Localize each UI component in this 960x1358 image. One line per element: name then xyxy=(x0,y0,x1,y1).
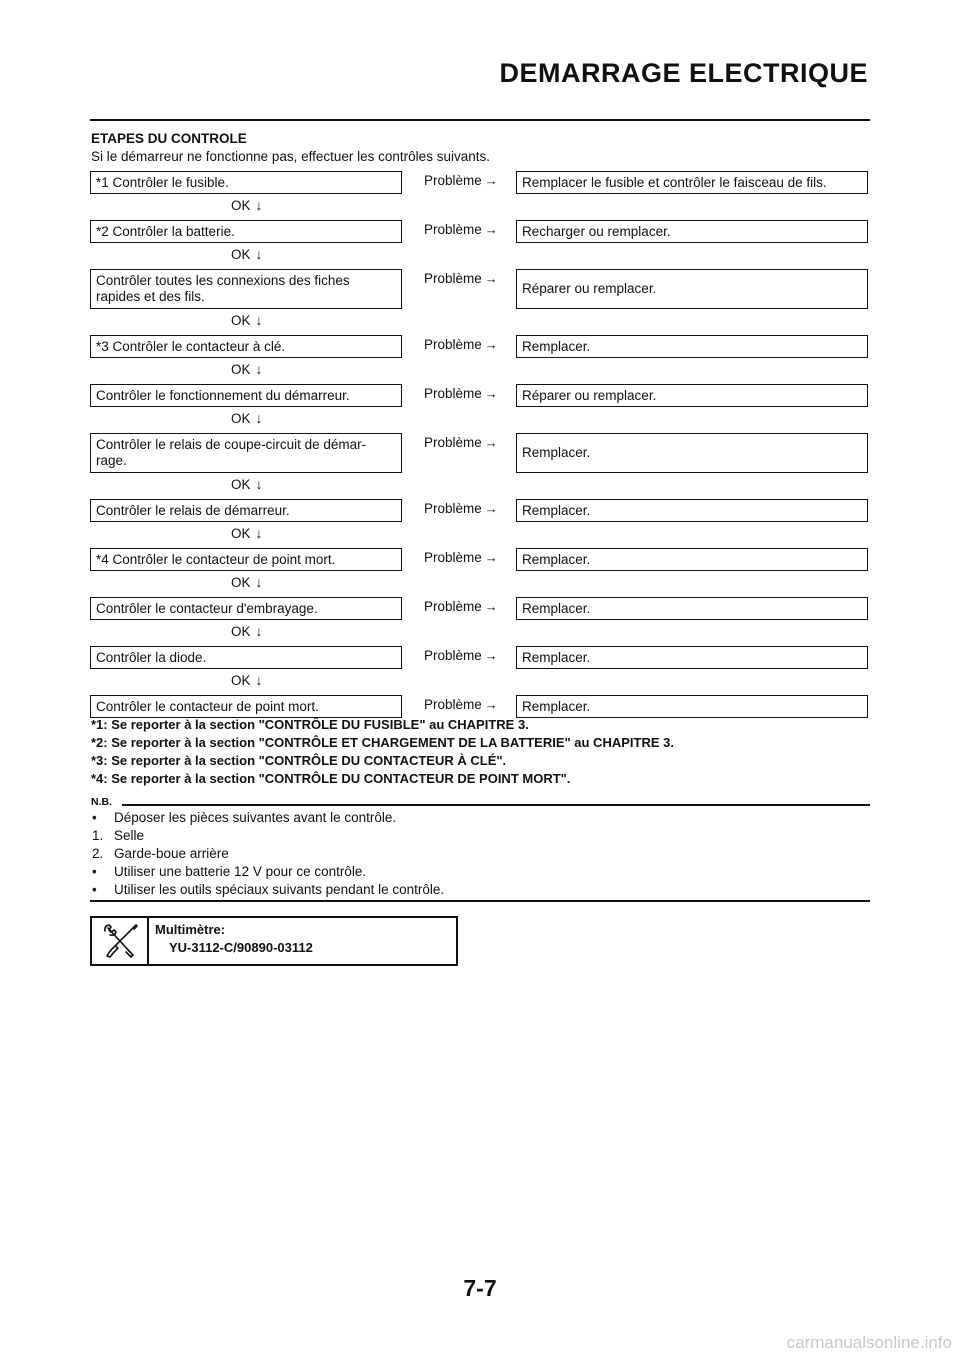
arrow-right-icon: → xyxy=(484,173,498,188)
arrow-down-icon: ↓ xyxy=(255,246,263,262)
note-text: Garde-boue arrière xyxy=(114,846,229,861)
note-item xyxy=(91,881,444,899)
problem-label: Problème → xyxy=(424,386,498,401)
arrow-down-icon: ↓ xyxy=(255,525,263,541)
note-bottom-rule xyxy=(90,900,870,902)
ok-label: OK ↓ xyxy=(231,312,263,328)
arrow-right-icon: → xyxy=(484,648,498,663)
note-rule xyxy=(122,804,870,806)
check-box: Contrôler toutes les connexions des fiches rapides et des fils. xyxy=(90,269,402,309)
reference-notes xyxy=(91,716,674,788)
arrow-right-icon: → xyxy=(484,386,498,401)
action-box: Remplacer le fusible et contrôler le faisceau de fils. xyxy=(516,171,868,194)
page-title: DEMARRAGE ELECTRIQUE xyxy=(499,58,868,88)
check-box: Contrôler le relais de démarreur. xyxy=(90,499,402,522)
ok-label: OK ↓ xyxy=(231,361,263,377)
watermark: carmanualsonline.info xyxy=(786,1333,952,1352)
reference-line: *1: Se reporter à la section "CONTRÔLE DU FUSIBLE" au CHAPITRE 3. xyxy=(91,717,529,732)
action-box: Recharger ou remplacer. xyxy=(516,220,868,243)
reference-line: *3: Se reporter à la section "CONTRÔLE DU CONTACTEUR À CLÉ". xyxy=(91,753,507,768)
arrow-down-icon: ↓ xyxy=(255,410,263,426)
check-box: *1 Contrôler le fusible. xyxy=(90,171,402,194)
flow-step xyxy=(90,548,870,597)
header-rule xyxy=(90,119,870,121)
ok-label: OK ↓ xyxy=(231,410,263,426)
flow-step xyxy=(90,499,870,548)
problem-label: Problème → xyxy=(424,173,498,188)
arrow-down-icon: ↓ xyxy=(255,623,263,639)
arrow-right-icon: → xyxy=(484,337,498,352)
ok-label: OK ↓ xyxy=(231,525,263,541)
check-box: Contrôler la diode. xyxy=(90,646,402,669)
problem-label: Problème → xyxy=(424,648,498,663)
flow-step xyxy=(90,384,870,433)
arrow-right-icon: → xyxy=(484,222,498,237)
arrow-down-icon: ↓ xyxy=(255,672,263,688)
problem-label: Problème → xyxy=(424,222,498,237)
action-box: Remplacer. xyxy=(516,695,868,718)
arrow-down-icon: ↓ xyxy=(255,361,263,377)
note-text: Utiliser une batterie 12 V pour ce contrôle. xyxy=(114,864,367,879)
check-box: Contrôler le contacteur de point mort. xyxy=(90,695,402,718)
action-box: Remplacer. xyxy=(516,433,868,473)
number-marker: 1. xyxy=(92,828,104,843)
page-number: 7-7 xyxy=(463,1275,497,1301)
bullet-marker: • xyxy=(92,882,97,897)
problem-label: Problème → xyxy=(424,501,498,516)
check-box: Contrôler le contacteur d'embrayage. xyxy=(90,597,402,620)
arrow-right-icon: → xyxy=(484,697,498,712)
check-box: *3 Contrôler le contacteur à clé. xyxy=(90,335,402,358)
arrow-right-icon: → xyxy=(484,271,498,286)
problem-label: Problème → xyxy=(424,271,498,286)
reference-line: *4: Se reporter à la section "CONTRÔLE DU CONTACTEUR DE POINT MORT". xyxy=(91,771,571,786)
problem-label: Problème → xyxy=(424,697,498,712)
special-tool-box xyxy=(90,916,458,966)
check-box: Contrôler le relais de coupe-circuit de démar-rage. xyxy=(90,433,402,473)
note-text: Utiliser les outils spéciaux suivants pendant le contrôle. xyxy=(114,882,445,897)
ok-label: OK ↓ xyxy=(231,672,263,688)
arrow-right-icon: → xyxy=(484,435,498,450)
note-list xyxy=(91,809,444,899)
action-box: Remplacer. xyxy=(516,548,868,571)
action-box: Remplacer. xyxy=(516,646,868,669)
ok-label: OK ↓ xyxy=(231,476,263,492)
flow-step xyxy=(90,171,870,220)
ok-label: OK ↓ xyxy=(231,574,263,590)
problem-label: Problème → xyxy=(424,599,498,614)
check-box: Contrôler le fonctionnement du démarreur. xyxy=(90,384,402,407)
arrow-right-icon: → xyxy=(484,599,498,614)
number-marker: 2. xyxy=(92,846,104,861)
arrow-down-icon: ↓ xyxy=(255,197,263,213)
flow-step xyxy=(90,433,870,499)
tool-details xyxy=(149,918,319,964)
arrow-down-icon: ↓ xyxy=(255,574,263,590)
bullet-marker: • xyxy=(92,810,97,825)
tool-name: Multimètre: xyxy=(155,922,226,937)
bullet-marker: • xyxy=(92,864,97,879)
flow-step xyxy=(90,335,870,384)
ok-label: OK ↓ xyxy=(231,197,263,213)
arrow-down-icon: ↓ xyxy=(255,476,263,492)
section-heading: ETAPES DU CONTROLE xyxy=(91,131,247,146)
flow-step xyxy=(90,597,870,646)
action-box: Remplacer. xyxy=(516,335,868,358)
arrow-down-icon: ↓ xyxy=(255,312,263,328)
section-intro: Si le démarreur ne fonctionne pas, effectuer les contrôles suivants. xyxy=(91,149,490,164)
note-text: Déposer les pièces suivantes avant le contrôle. xyxy=(114,810,397,825)
note-label: N.B. xyxy=(91,796,112,808)
note-item xyxy=(91,809,444,827)
action-box: Remplacer. xyxy=(516,499,868,522)
action-box: Réparer ou remplacer. xyxy=(516,269,868,309)
ok-label: OK ↓ xyxy=(231,246,263,262)
check-box: *2 Contrôler la batterie. xyxy=(90,220,402,243)
troubleshooting-flowchart xyxy=(90,171,870,744)
note-item xyxy=(91,827,444,845)
flow-step xyxy=(90,269,870,335)
ok-label: OK ↓ xyxy=(231,623,263,639)
arrow-right-icon: → xyxy=(484,550,498,565)
check-box: *4 Contrôler le contacteur de point mort. xyxy=(90,548,402,571)
arrow-right-icon: → xyxy=(484,501,498,516)
problem-label: Problème → xyxy=(424,337,498,352)
flow-step xyxy=(90,646,870,695)
problem-label: Problème → xyxy=(424,435,498,450)
note-text: Selle xyxy=(114,828,145,843)
reference-line: *2: Se reporter à la section "CONTRÔLE ET CHARGEMENT DE LA BATTERIE" au CHAPITRE 3. xyxy=(91,735,674,750)
wrench-screwdriver-icon xyxy=(92,918,149,964)
problem-label: Problème → xyxy=(424,550,498,565)
flow-step xyxy=(90,220,870,269)
note-item xyxy=(91,863,444,881)
note-item xyxy=(91,845,444,863)
action-box: Remplacer. xyxy=(516,597,868,620)
tool-code: YU-3112-C/90890-03112 xyxy=(169,940,313,955)
action-box: Réparer ou remplacer. xyxy=(516,384,868,407)
